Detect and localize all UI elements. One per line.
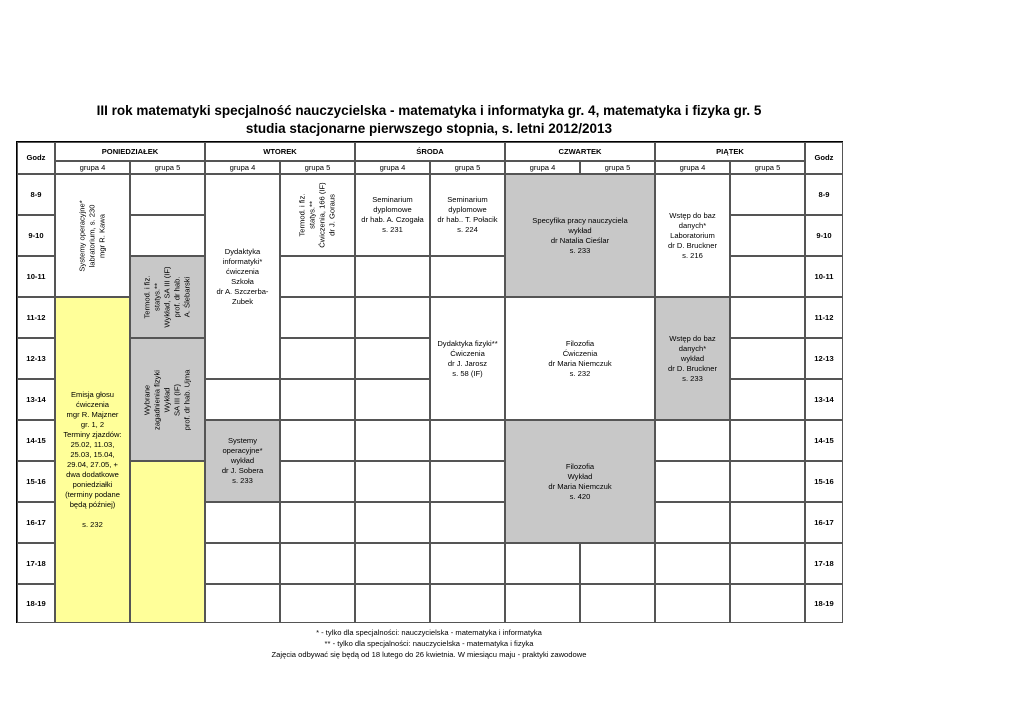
class-fri-g4-bazy-wyklad [655,297,730,420]
hour-label [805,502,843,543]
group-4-header-text: grupa 4 [229,162,256,172]
hour-label [805,379,843,420]
empty-slot [730,297,805,338]
empty-slot [355,543,430,584]
group-4-header-text: grupa 4 [529,162,556,172]
hour-label-text: 17-18 [26,558,46,568]
class-mon-g4-emisja-glosu [55,297,130,623]
group-4-header-text: grupa 4 [79,162,106,172]
hour-label-text: 9-10 [28,230,44,240]
empty-slot [280,543,355,584]
class-fri-g4-bazy-laboratorium-text: Wstęp do baz danych* Laboratorium dr D. Bruckner s. 216 [668,210,717,260]
group-4-header-text: grupa 4 [679,162,706,172]
empty-slot [355,420,430,461]
hour-label-text: 13-14 [814,394,834,404]
group-5-header-text: grupa 5 [154,162,181,172]
class-wed-g5-dydaktyka-fizyki-text: Dydaktyka fizyki** Ćwiczenia dr J. Jarosz s. 58 (IF) [437,338,498,378]
empty-slot [280,256,355,297]
hour-label [805,543,843,584]
hour-label-text: 18-19 [26,598,46,608]
empty-slot [730,543,805,584]
empty-slot [730,420,805,461]
empty-slot [355,502,430,543]
group-4-header [355,161,430,174]
empty-slot [430,420,505,461]
group-4-header [55,161,130,174]
day-header [205,142,355,161]
hour-label-text: 18-19 [814,598,834,608]
class-thu-filozofia-wyklad [505,420,655,543]
hour-label [805,174,843,215]
hour-label [17,297,55,338]
class-thu-filozofia-cwiczenia-text: Filozofia Ćwiczenia dr Maria Niemczuk s. 232 [548,338,612,378]
footnote-1: * - tylko dla specjalności: nauczycielska - matematyka i informatyka [316,628,542,637]
empty-slot [505,584,580,623]
empty-slot [655,461,730,502]
group-4-header [655,161,730,174]
empty-slot [355,379,430,420]
empty-slot [205,379,280,420]
empty-slot [730,338,805,379]
class-mon-g5-emisja-cont [130,461,205,623]
empty-slot [355,297,430,338]
footnote-3: Zajęcia odbywać się będą od 18 lutego do 26 kwietnia. W miesiącu maju - praktyki zawodowe [271,650,587,659]
empty-slot [730,215,805,256]
hour-label [17,420,55,461]
empty-slot [430,584,505,623]
empty-slot [355,256,430,297]
empty-slot [355,338,430,379]
class-wed-g4-seminarium [355,174,430,256]
empty-slot [430,543,505,584]
class-wed-g5-seminarium [430,174,505,256]
hour-label-text: 8-9 [818,189,830,199]
empty-slot [430,502,505,543]
class-tue-g4-dydaktyka-informatyki [205,174,280,379]
group-4-header [205,161,280,174]
hour-label [17,379,55,420]
empty-slot [580,584,655,623]
hour-label-text: 14-15 [814,435,834,445]
class-tue-g4-systemy-wyklad-text: Systemy operacyjne* wykład dr J. Sobera s. 233 [221,436,264,485]
class-tue-g5-termod-cwiczenia [280,174,355,256]
hour-label-text: 13-14 [26,394,46,404]
hour-label-text: 10-11 [26,271,46,281]
group-5-header-text: grupa 5 [454,162,481,172]
empty-slot [730,256,805,297]
day-header-text: PIĄTEK [716,146,744,156]
class-tue-g5-termod-cwiczenia-text: Termod. i fiz. statys.** Ćwiczenia, 166 (IF) dr J. Goraus [297,182,337,248]
hour-label-text: 17-18 [814,558,834,568]
group-5-header [280,161,355,174]
schedule-title: III rok matematyki specjalność nauczycielska - matematyka i informatyka gr. 4, matematyka i fizyka gr. 5 [96,103,762,118]
hour-label [17,174,55,215]
group-5-header-text: grupa 5 [754,162,781,172]
group-5-header-text: grupa 5 [304,162,331,172]
class-tue-g4-dydaktyka-informatyki-text: Dydaktyka informatyki* ćwiczenia Szkoła dr A. Szczerba- Zubek [216,246,269,306]
schedule-subtitle: studia stacjonarne pierwszego stopnia, s. letni 2012/2013 [245,121,613,136]
hour-label-text: 11-12 [26,312,46,322]
empty-slot [430,256,505,297]
class-mon-g5-termod-wyklad [130,256,205,338]
class-mon-g4-systemy-lab-text: Systemy operacyjne* labratorium, s. 230 mgr R. Kawa [77,199,107,272]
class-thu-filozofia-wyklad-text: Filozofia Wykład dr Maria Niemczuk s. 420 [548,461,612,501]
group-4-header-text: grupa 4 [379,162,406,172]
day-header-text: CZWARTEK [558,146,602,156]
hour-label [17,461,55,502]
day-header [55,142,205,161]
godz-header-left [17,142,55,174]
hour-label [805,338,843,379]
empty-slot [655,543,730,584]
hour-label-text: 11-12 [814,312,834,322]
godz-header-right [805,142,843,174]
empty-slot [130,174,205,215]
hour-label [17,256,55,297]
empty-slot [730,379,805,420]
godz-header-right-text: Godz [814,153,834,162]
group-5-header [730,161,805,174]
empty-slot [280,338,355,379]
class-mon-g4-emisja-glosu-text: Emisja głosu ćwiczenia mgr R. Majzner gr. 1, 2 Terminy zjazdów: 25.02, 11.03, 25.03, 15.04, 29.04, 27.05, + dwa dodatkowe poniedziałki (terminy podane będą później) s. 232 [63,390,122,529]
godz-header-left-text: Godz [26,153,46,162]
hour-label [805,297,843,338]
class-wed-g4-seminarium-text: Seminarium dyplomowe dr hab. A. Czogała s. 231 [361,195,424,234]
class-mon-g5-wybrane-zagadnienia-text: Wybrane zagadnienia fizyki Wykład SA III (IF) prof. dr hab. Ujma [142,369,192,430]
hour-label-text: 8-9 [30,189,42,199]
footnote-2: ** - tylko dla specjalności: nauczycielska - matematyka i fizyka [324,639,534,648]
empty-slot [730,502,805,543]
hour-label-text: 16-17 [814,517,834,527]
empty-slot [205,543,280,584]
group-4-header [505,161,580,174]
class-fri-g4-bazy-wyklad-text: Wstęp do baz danych* wykład dr D. Bruckner s. 233 [668,333,717,383]
hour-label-text: 15-16 [26,476,46,486]
group-5-header-text: grupa 5 [604,162,631,172]
group-5-header [430,161,505,174]
empty-slot [655,502,730,543]
empty-slot [730,174,805,215]
class-mon-g4-systemy-lab [55,174,130,297]
class-thu-filozofia-cwiczenia [505,297,655,420]
hour-label-text: 12-13 [26,353,46,363]
hour-label-text: 14-15 [26,435,46,445]
hour-label [805,215,843,256]
class-thu-specyfika-pracy [505,174,655,297]
empty-slot [280,461,355,502]
day-header-text: WTOREK [263,146,297,156]
class-wed-g5-dydaktyka-fizyki [430,297,505,420]
day-header-text: ŚRODA [416,146,444,156]
hour-label [17,543,55,584]
empty-slot [280,420,355,461]
hour-label-text: 16-17 [26,517,46,527]
empty-slot [205,502,280,543]
hour-label [805,584,843,623]
empty-slot [730,461,805,502]
hour-label-text: 15-16 [814,476,834,486]
empty-slot [355,461,430,502]
day-header [355,142,505,161]
hour-label-text: 12-13 [814,353,834,363]
empty-slot [280,379,355,420]
hour-label-text: 9-10 [816,230,832,240]
hour-label [805,256,843,297]
group-5-header [580,161,655,174]
timetable-grid [16,141,843,623]
hour-label [805,461,843,502]
empty-slot [205,584,280,623]
hour-label [17,215,55,256]
hour-label [17,502,55,543]
empty-slot [280,297,355,338]
class-mon-g5-wybrane-zagadnienia [130,338,205,461]
empty-slot [130,215,205,256]
day-header [655,142,805,161]
class-tue-g4-systemy-wyklad [205,420,280,502]
hour-label-text: 10-11 [814,271,834,281]
class-fri-g4-bazy-laboratorium [655,174,730,297]
class-mon-g5-termod-wyklad-text: Termod. i fiz. statys.** Wykład, SA III (IF) prof. dr hab. A. Ślebarski [142,266,192,328]
empty-slot [655,584,730,623]
hour-label [17,338,55,379]
class-wed-g5-seminarium-text: Seminarium dyplomowe dr hab.. T. Połacik s. 224 [437,195,498,234]
empty-slot [280,502,355,543]
empty-slot [430,461,505,502]
day-header-text: PONIEDZIAŁEK [101,146,159,156]
empty-slot [280,584,355,623]
hour-label [17,584,55,623]
empty-slot [505,543,580,584]
empty-slot [580,543,655,584]
group-5-header [130,161,205,174]
empty-slot [355,584,430,623]
class-thu-specyfika-pracy-text: Specyfika pracy nauczyciela wykład dr Natalia Cieślar s. 233 [532,215,628,255]
empty-slot [655,420,730,461]
hour-label [805,420,843,461]
empty-slot [730,584,805,623]
day-header [505,142,655,161]
